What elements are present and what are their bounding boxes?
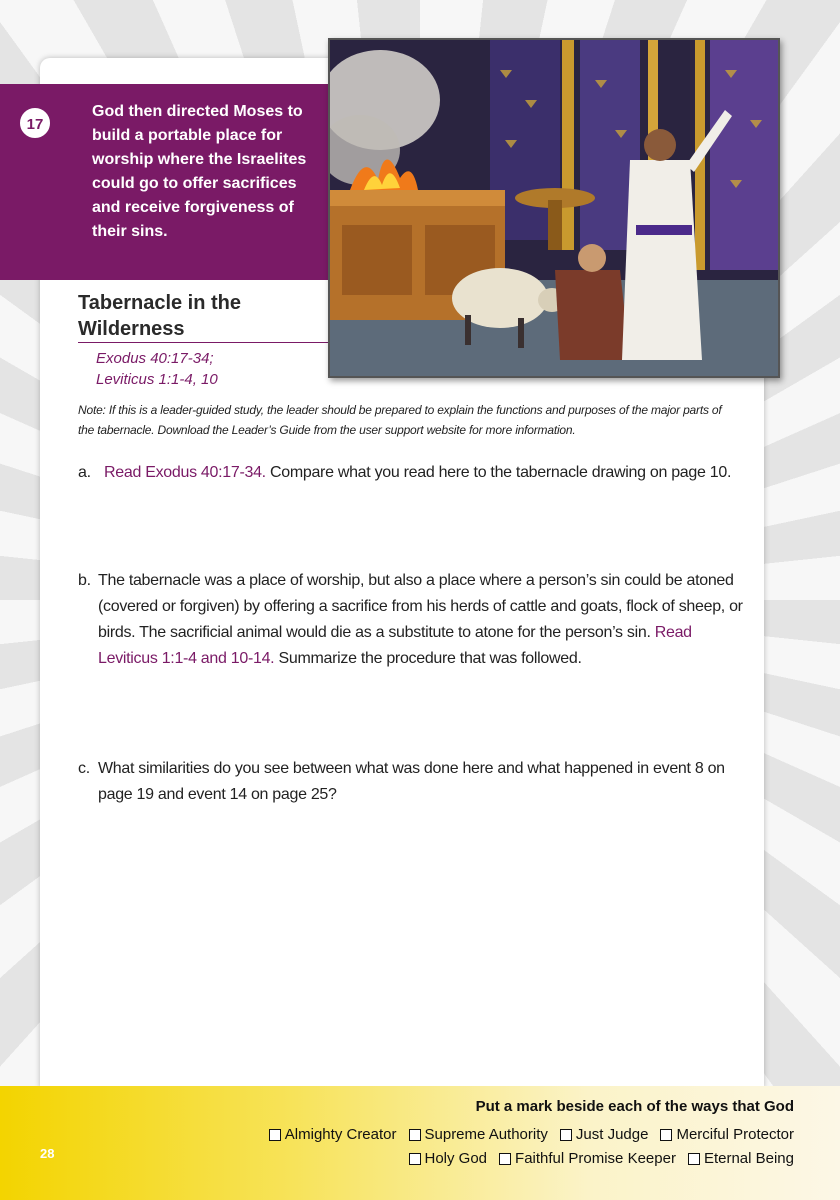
attribute-option-supreme-authority[interactable] [409, 1126, 548, 1143]
scripture-reference[interactable]: Exodus 40:17-34; [96, 350, 214, 367]
checkbox[interactable] [409, 1129, 421, 1141]
question-a [78, 460, 748, 486]
attribute-label: Supreme Authority [424, 1126, 548, 1143]
event-description: God then directed Moses to build a portable place for worship where the Israelites could go to offer sacrifices and receive forgiveness of their sins. [92, 103, 307, 240]
attribute-label: Holy God [424, 1150, 488, 1167]
attribute-option-faithful-promise-keeper[interactable] [499, 1150, 676, 1167]
tabernacle-sacrifice-illustration [328, 38, 780, 378]
attribute-option-eternal-being[interactable] [688, 1150, 794, 1167]
attribute-option-holy-god[interactable] [409, 1150, 488, 1167]
checkbox[interactable] [660, 1129, 672, 1141]
attribute-label: Faithful Promise Keeper [515, 1150, 676, 1167]
question-text: Compare what you read here to the tabernacle drawing on page 10. [265, 464, 732, 481]
attribute-option-just-judge[interactable] [560, 1126, 649, 1143]
question-letter: c. [78, 760, 90, 777]
event-number-badge: 17 [20, 108, 50, 138]
attribute-label: Just Judge [575, 1126, 649, 1143]
question-letter: a. [78, 464, 91, 481]
checkbox[interactable] [499, 1153, 511, 1165]
attribute-label: Almighty Creator [284, 1126, 397, 1143]
lesson-title: Tabernacle in the Wilderness [78, 292, 242, 340]
attribute-option-merciful-protector[interactable] [660, 1126, 794, 1143]
question-text: The tabernacle was a place of worship, but also a place where a person’s sin could be atoned (covered or forgiven) by offering a sacrifice from his herds of cattle and goats, flock of sheep, or birds. The sacrificial animal would die as a substitute to atone for the person’s sin. [98, 572, 743, 641]
question-text-after: Summarize the procedure that was followed. [274, 650, 582, 667]
checkbox[interactable] [560, 1129, 572, 1141]
question-c [78, 756, 748, 808]
checkbox[interactable] [269, 1129, 281, 1141]
attribute-option-almighty-creator[interactable] [269, 1126, 397, 1143]
attribute-options-row [269, 1126, 794, 1143]
scripture-reference[interactable]: Leviticus 1:1-4, 10 [96, 371, 218, 388]
attributes-heading: Put a mark beside each of the ways that God [475, 1098, 794, 1115]
question-letter: b. [78, 572, 91, 589]
question-b [78, 568, 748, 672]
exodus-reading-link[interactable]: Read Exodus 40:17-34. [104, 464, 266, 481]
attribute-options-row [409, 1150, 795, 1167]
scripture-references [96, 348, 218, 390]
checkbox[interactable] [409, 1153, 421, 1165]
attribute-label: Eternal Being [703, 1150, 794, 1167]
checkbox[interactable] [688, 1153, 700, 1165]
leader-note: Note: If this is a leader-guided study, the leader should be prepared to explain the functions and purposes of the major parts of the tabernacle. Download the Leader’s Guide from the user support website for more information. [78, 403, 722, 437]
attribute-label: Merciful Protector [676, 1126, 794, 1143]
leviticus-reading-link[interactable]: Read Leviticus 1:1-4 and 10-14. [98, 624, 692, 667]
page-number: 28 [40, 1146, 55, 1161]
question-text: What similarities do you see between what was done here and what happened in event 8 on page 19 and event 14 on page 25? [98, 760, 725, 803]
title-divider [78, 342, 330, 343]
